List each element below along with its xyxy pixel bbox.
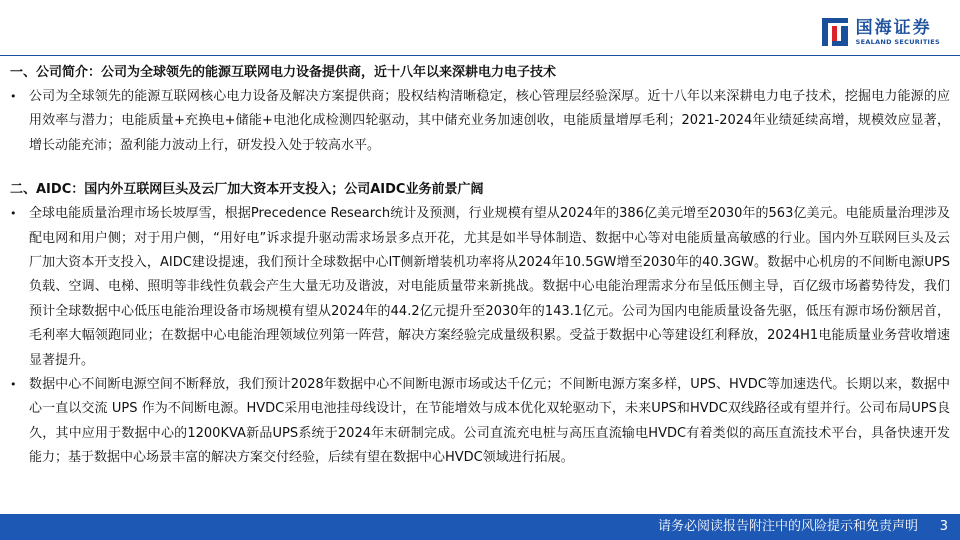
bullet-item — [10, 85, 950, 158]
bullet-text: 公司为全球领先的能源互联网核心电力设备及解决方案提供商；股权结构清晰稳定，核心管理层经验深厚。近十八年以来深耕电力电子技术，挖掘电力能源的应用效率与潜力；电能质量+充换电+储能+电池化成检测四轮驱动，其中储充业务加速创收，电能质量增厚毛利；2021-2024年业绩延续高增，规模效应显著，增长动能充沛；盈利能力波动上行，研发投入处于较高水平。 — [29, 89, 950, 153]
bullet-dot-icon: • — [10, 90, 17, 103]
bullet-item — [10, 373, 950, 471]
bullet-list — [10, 85, 950, 158]
page-number: 3 — [939, 519, 948, 534]
bullet-dot-icon: • — [10, 207, 17, 221]
logo-chinese-name: 国海证券 — [855, 18, 932, 38]
section-title: 一、公司简介：公司为全球领先的能源互联网电力设备提供商，近十八年以来深耕电力电子技术 — [10, 65, 557, 80]
header-divider — [0, 55, 960, 56]
sealand-logo-icon — [820, 16, 850, 48]
logo-english-name: SEALAND SECURITIES — [855, 38, 940, 46]
footer-disclaimer: 请务必阅读报告附注中的风险提示和免责声明 — [657, 519, 918, 534]
section-title: 二、AIDC：国内外互联网巨头及云厂加大资本开支投入；公司AIDC业务前景广阔 — [10, 182, 484, 198]
bullet-text: 数据中心不间断电源空间不断释放，我们预计2028年数据中心不间断电源市场或达千亿元；不间断电源方案多样，UPS、HVDC等加速迭代。长期以来，数据中心一直以交流 UPS 作为不间断电源。HVDC采用电池挂母线设计，在节能增效与成本优化双轮驱动下，未来UPS和HVDC双线路径或有望并行。公司布局UPS良久，其中应用于数据中心的1200KVA新品UPS系统于2024年末研制完成。公司直流充电桩与高压直流输电HVDC有着类似的高压直流技术平台，具备快速开发能力；基于数据中心场景丰富的解决方案交付经验，后续有望在数据中心HVDC领域进行拓展。 — [29, 377, 950, 466]
footer-bar — [0, 514, 960, 540]
bullet-list — [10, 202, 950, 470]
bullet-dot-icon: • — [10, 378, 17, 392]
section-aidc — [10, 180, 950, 470]
bullet-item — [10, 202, 950, 373]
slide-content — [10, 63, 950, 471]
section-company-profile — [10, 63, 950, 158]
company-logo — [820, 16, 940, 48]
bullet-text: 全球电能质量治理市场长坡厚雪，根据Precedence Research统计及预测，行业规模有望从2024年的386亿美元增至2030年的563亿美元。电能质量治理涉及配电网和用户侧；对于用户侧，“用好电”诉求提升驱动需求场景多点开花，尤其是如半导体制造、数据中心等对电能质量高敏感的行业。国内外互联网巨头及云厂加大资本开支投入，AIDC建设提速，我们预计全球数据中心IT侧新增装机功率将从2024年10.5GW增至2030年的40.3GW。数据中心机房的不间断电源UPS负载、空调、电梯、照明等非线性负载会产生大量无功及谐波，对电能质量带来新挑战。数据中心电能治理需求分布呈低压侧主导，百亿级市场蓄势待发，我们预计全球数据中心低压电能治理设备市场规模有望从2024年的44.2亿元提升至2030年的143.1亿元。公司为国内电能质量设备先驱，低压有源市场份额居首，毛利率大幅领跑同业；在数据中心电能治理领域位列第一阵营，解决方案经验完成量级积累。受益于数据中心等建设红利释放，2024H1电能质量业务营收增速显著提升。 — [29, 206, 950, 368]
